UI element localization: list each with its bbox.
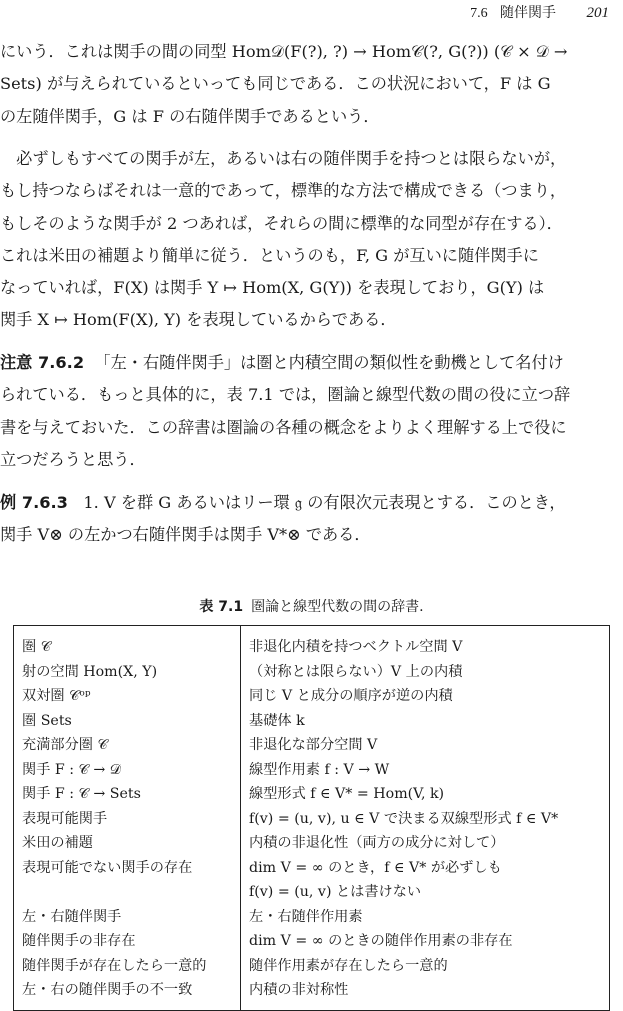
linear-algebra-text: 線型形式 f ∈ V* = Hom(V, k): [249, 786, 445, 802]
text-line: Sets) が与えられているといっても同じである．この状況において，F は G: [0, 74, 551, 94]
text-line: 必ずしもすべての関手が左，あるいは右の随伴関手を持つとは限らないが，: [0, 149, 567, 168]
page-number: 201: [586, 5, 609, 21]
category-theory-cell: 射の空間 Hom(X, Y): [14, 660, 241, 685]
text-line: 立つだろうと思う．: [0, 449, 146, 469]
linear-algebra-cell: [241, 905, 610, 930]
text-line: 関手 V⊗ の左かつ右随伴関手は関手 V*⊗ である．: [0, 525, 371, 545]
linear-algebra-text: 内積の非対称性: [249, 982, 349, 998]
linear-algebra-text: 線型作用素 f : V → W: [249, 761, 390, 778]
linear-algebra-cell: [241, 954, 610, 979]
linear-algebra-text: f(v) = (u, v) とは書けない: [249, 884, 422, 900]
linear-algebra-cell: [241, 856, 610, 905]
linear-algebra-cell: [241, 929, 610, 954]
table-row: [14, 709, 610, 734]
table-row: [14, 831, 610, 856]
linear-algebra-cell: [241, 782, 610, 807]
table-row: [14, 758, 610, 783]
category-theory-cell: 随伴関手の非存在: [14, 929, 241, 954]
text-line: これは米田の補題より簡単に従う．というのも，F, G が互いに随伴関手に: [0, 245, 539, 265]
table-row: [14, 978, 610, 1010]
text-line: にいう．これは関手の間の同型 Hom𝒟(F(?), ?) → Hom𝒞(?, G(?)) (𝒞 × 𝒟 →: [0, 42, 568, 61]
text-line: もし持つならばそれは一意的であって，標準的な方法で構成できる（つまり，: [0, 181, 567, 201]
category-theory-cell: 圏 Sets: [14, 709, 241, 734]
category-theory-cell: 関手 F : 𝒞 → Sets: [14, 782, 241, 807]
category-theory-cell: 米田の補題: [14, 831, 241, 856]
section-title: 随伴関手: [500, 5, 557, 21]
category-theory-cell: 双対圏 𝒞ᵒᵖ: [14, 684, 241, 709]
linear-algebra-cell: [241, 660, 610, 685]
category-theory-cell: 左・右随伴関手: [14, 905, 241, 930]
text-line: 「左・右随伴関手」は圏と内積空間の類似性を動機として名付け: [94, 353, 564, 372]
text-line: られている．もっと具体的に，表 7.1 では，圏論と線型代数の間の役に立つ辞: [0, 385, 571, 405]
example-label: 例 7.6.3: [0, 493, 68, 512]
text-line: なっていれば，F(X) は関手 Y ↦ Hom(X, G(Y)) を表現しており，G(Y) は: [0, 278, 545, 298]
category-theory-cell: 充満部分圏 𝒞: [14, 733, 241, 758]
text-line: 1. V を群 G あるいはリー環 𝔤 の有限次元表現とする．このとき，: [83, 493, 566, 512]
text-line: もしそのような関手が 2 つあれば，それらの間に標準的な同型が存在する）．: [0, 213, 563, 233]
text-line: の左随伴関手，G は F の右随伴関手であるという．: [0, 106, 380, 126]
linear-algebra-text: 同じ V と成分の順序が逆の内積: [249, 688, 453, 704]
category-theory-cell: 圏 𝒞: [14, 626, 241, 660]
running-header: [470, 2, 609, 22]
category-theory-cell: 左・右の随伴関手の不一致: [14, 978, 241, 1010]
linear-algebra-cell: [241, 978, 610, 1010]
table-row: [14, 733, 610, 758]
table-row: [14, 905, 610, 930]
table-row: [14, 660, 610, 685]
linear-algebra-text: （対称とは限らない）V 上の内積: [249, 663, 463, 680]
table-row: [14, 807, 610, 832]
table-row: [14, 856, 610, 905]
dictionary-table-body: [14, 626, 610, 1011]
linear-algebra-cell: [241, 807, 610, 832]
table-row: [14, 782, 610, 807]
paragraph-uniqueness: [0, 143, 623, 337]
linear-algebra-text: 随伴作用素が存在したら一意的: [249, 957, 448, 974]
category-theory-cell: 随伴関手が存在したら一意的: [14, 954, 241, 979]
category-theory-cell: 表現可能でない関手の存在: [14, 856, 241, 905]
linear-algebra-text: 内積の非退化性（両方の成分に対して）: [249, 835, 505, 851]
linear-algebra-cell: [241, 626, 610, 660]
linear-algebra-text: 左・右随伴作用素: [249, 908, 363, 925]
table-caption: [0, 596, 623, 616]
linear-algebra-text: 非退化な部分空間 V: [249, 737, 378, 753]
table-caption-label: 表 7.1: [199, 599, 244, 615]
category-theory-cell: 表現可能関手: [14, 807, 241, 832]
linear-algebra-cell: [241, 709, 610, 734]
paragraph-adjunction-definition: [0, 36, 623, 133]
table-row: [14, 929, 610, 954]
remark-label: 注意 7.6.2: [0, 353, 85, 372]
category-theory-cell: 関手 F : 𝒞 → 𝒟: [14, 758, 241, 783]
linear-algebra-cell: [241, 733, 610, 758]
dictionary-table: [13, 625, 610, 1011]
table-row: [14, 626, 610, 660]
linear-algebra-text: dim V = ∞ のとき，f ∈ V* が必ずしも: [249, 859, 502, 876]
linear-algebra-cell: [241, 831, 610, 856]
linear-algebra-text: dim V = ∞ のときの随伴作用素の非存在: [249, 933, 513, 949]
linear-algebra-cell: [241, 684, 610, 709]
example-7-6-3: [0, 487, 623, 552]
table-row: [14, 954, 610, 979]
linear-algebra-cell: [241, 758, 610, 783]
remark-7-6-2: [0, 347, 623, 476]
linear-algebra-text: f(v) = (u, v), u ∈ V で決まる双線型形式 f ∈ V*: [249, 810, 559, 827]
section-number: 7.6: [470, 6, 488, 21]
table-row: [14, 684, 610, 709]
text-line: 書を与えておいた．この辞書は圏論の各種の概念をよりよく理解する上で役に: [0, 417, 567, 437]
linear-algebra-text: 非退化内積を持つベクトル空間 V: [249, 639, 463, 655]
linear-algebra-text: 基礎体 k: [249, 712, 305, 729]
table-caption-text: 圏論と線型代数の間の辞書.: [251, 599, 424, 615]
text-line: 関手 X ↦ Hom(F(X), Y) を表現しているからである．: [0, 310, 397, 330]
